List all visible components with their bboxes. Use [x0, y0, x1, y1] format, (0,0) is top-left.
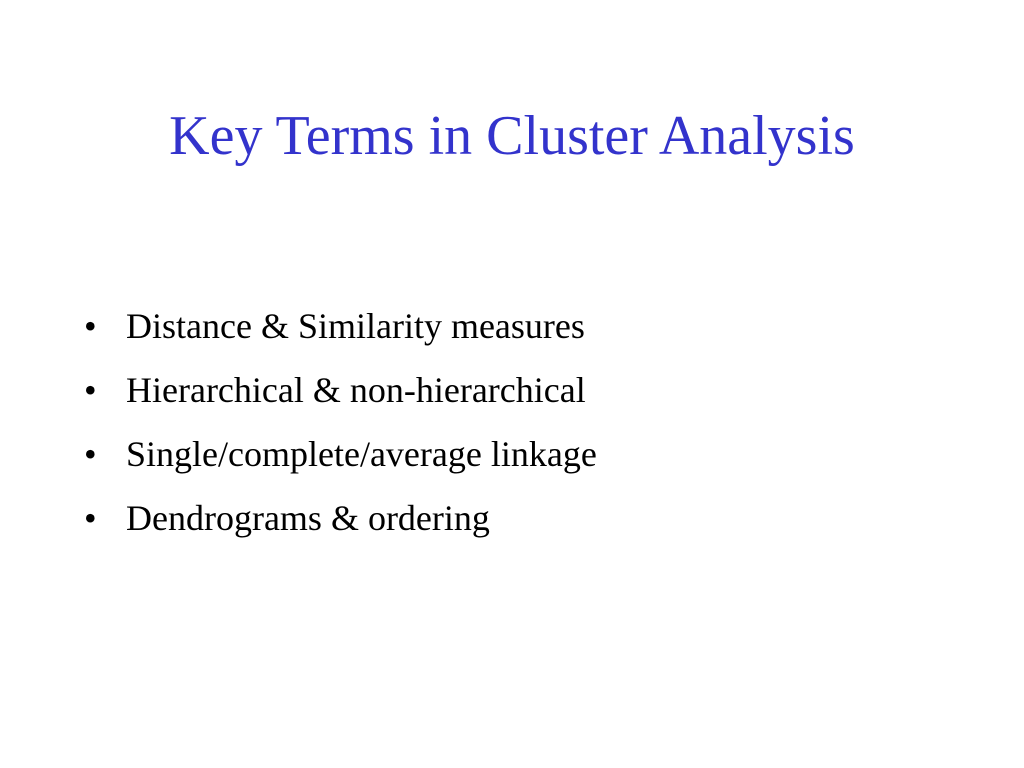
bullet-icon: • — [84, 498, 97, 538]
list-item — [84, 491, 597, 555]
bullet-text: Single/complete/average linkage — [126, 434, 597, 474]
bullet-text: Hierarchical & non-hierarchical — [126, 370, 586, 410]
list-item — [84, 299, 597, 363]
bullet-icon: • — [84, 434, 97, 474]
bullet-icon: • — [84, 306, 97, 346]
bullet-icon: • — [84, 370, 97, 410]
list-item — [84, 363, 597, 427]
bullet-text: Distance & Similarity measures — [126, 306, 585, 346]
bullet-text: Dendrograms & ordering — [126, 498, 490, 538]
slide-title: Key Terms in Cluster Analysis — [169, 105, 855, 167]
list-item — [84, 427, 597, 491]
bullet-list — [84, 299, 597, 555]
